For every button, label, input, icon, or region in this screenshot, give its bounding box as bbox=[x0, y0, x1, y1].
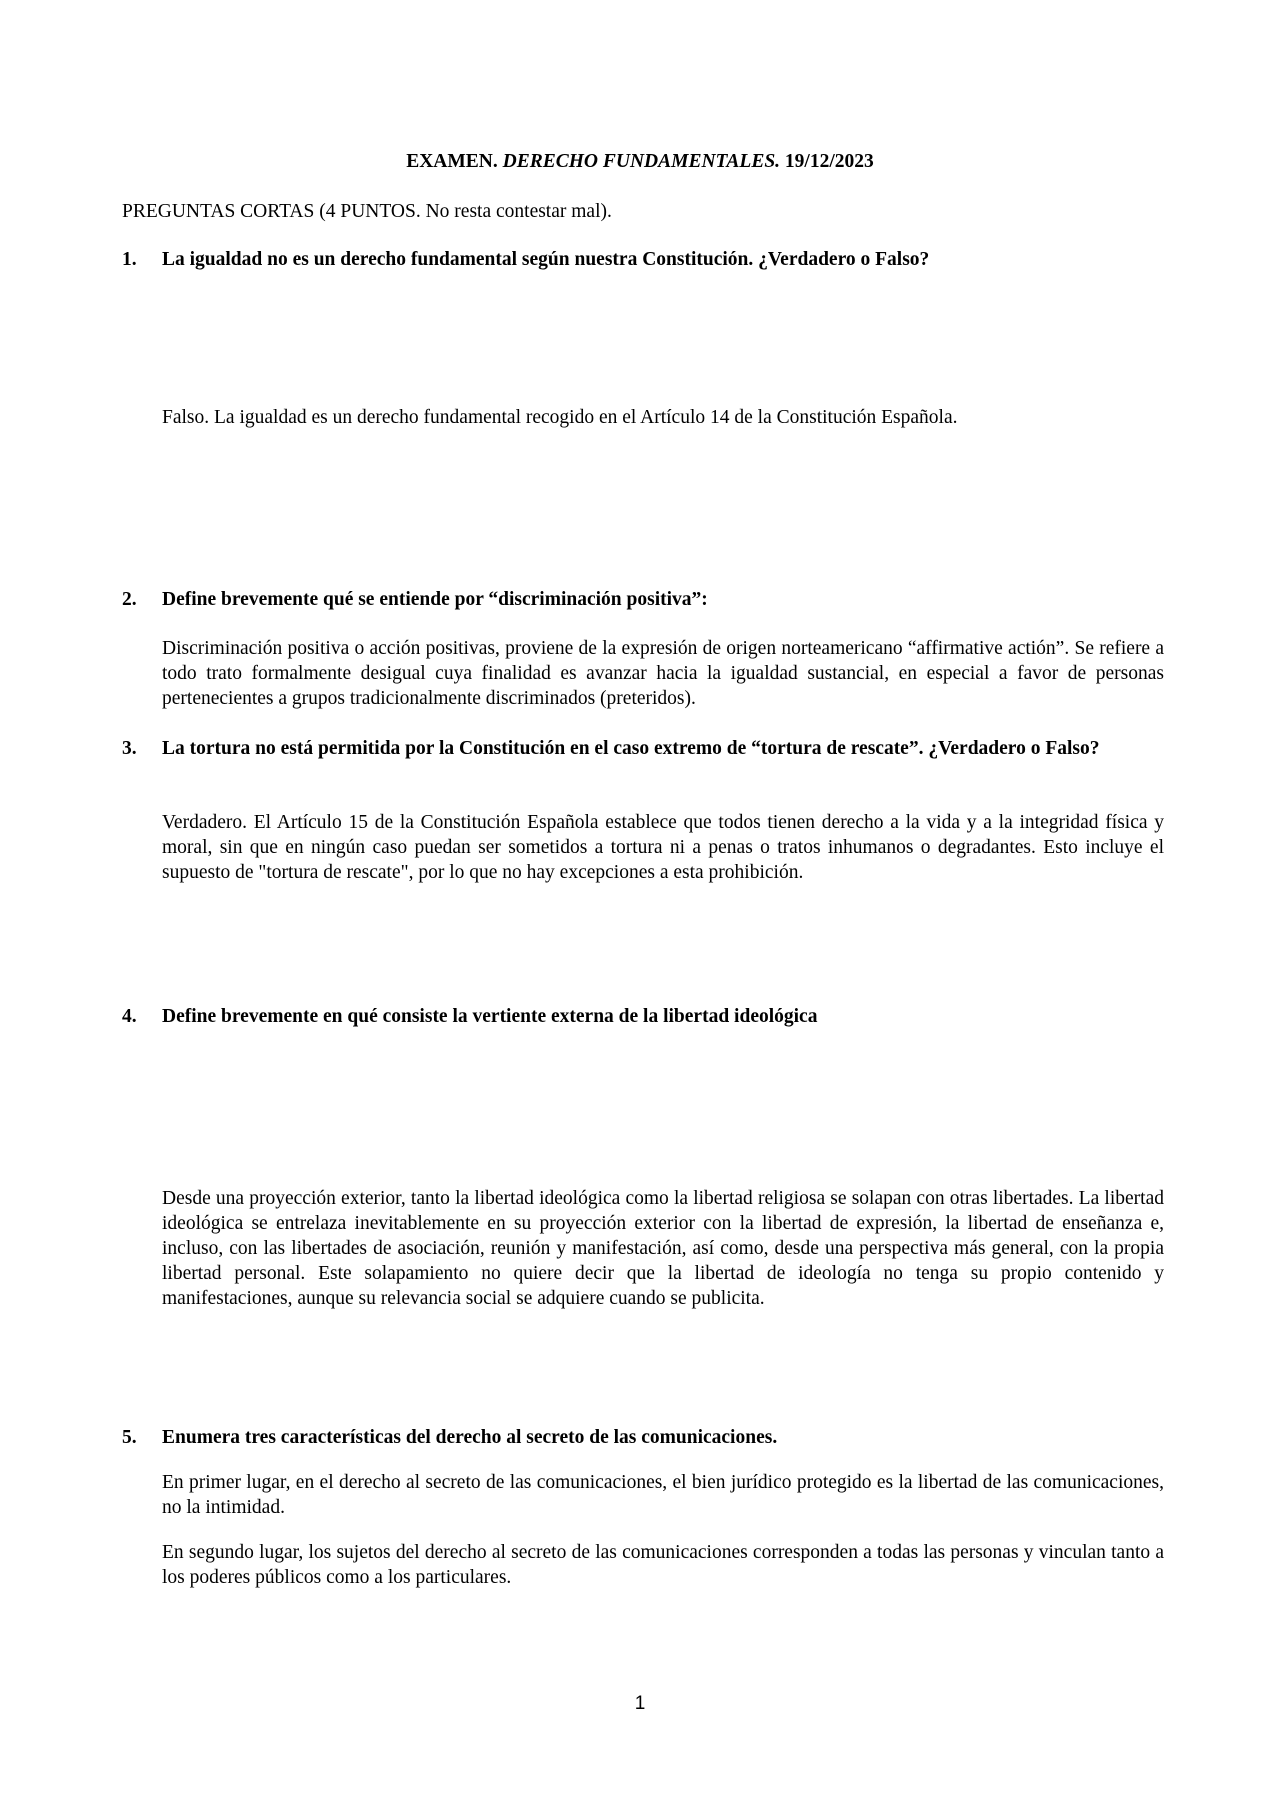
answer-4: Desde una proyección exterior, tanto la libertad ideológica como la libertad religiosa se solapan con otras libertades. La libertad ideológica se entrelaza inevitablemente en su proyección exterior con la libertad de expresión, la libertad de enseñanza e, incluso, con las libertades de asociación, reunión y manifestación, así como, desde una perspectiva más general, con la propia libertad personal. Este solapamiento no quiere decir que la libertad de ideología no tenga su propio contenido y manifestaciones, aunque su relevancia social se adquiere cuando se publicita. bbox=[162, 1188, 1164, 1309]
question-number: 5. bbox=[122, 1427, 137, 1448]
question-number: 3. bbox=[122, 738, 137, 759]
title-date: 19/12/2023 bbox=[784, 151, 874, 172]
page-number: 1 bbox=[634, 1693, 646, 1714]
answer-5-part-2: En segundo lugar, los sujetos del derecho al secreto de las comunicaciones corresponden a todas las personas y vinculan tanto a los poderes públicos como a los particulares. bbox=[162, 1542, 1164, 1588]
question-text: Enumera tres características del derecho al secreto de las comunicaciones. bbox=[162, 1427, 778, 1448]
answer-1: Falso. La igualdad es un derecho fundamental recogido en el Artículo 14 de la Constitución Española. bbox=[162, 407, 958, 428]
exam-title bbox=[0, 149, 1280, 174]
answer-3: Verdadero. El Artículo 15 de la Constitución Española establece que todos tienen derecho a la vida y a la integridad física y moral, sin que en ningún caso puedan ser sometidos a tortura ni a penas o tratos inhumanos o degradantes. Esto incluye el supuesto de "tortura de rescate", por lo que no hay excepciones a esta prohibición. bbox=[162, 812, 1164, 883]
question-text: La tortura no está permitida por la Constitución en el caso extremo de “tortura de rescate”. ¿Verdadero o Falso? bbox=[162, 738, 1100, 759]
question-5 bbox=[122, 1425, 1164, 1450]
question-2 bbox=[122, 587, 1164, 612]
title-subject: DERECHO FUNDAMENTALES. bbox=[502, 151, 781, 172]
question-1 bbox=[122, 247, 1164, 272]
answer-5-part-1: En primer lugar, en el derecho al secreto de las comunicaciones, el bien jurídico protegido es la libertad de las comunicaciones, no la intimidad. bbox=[162, 1472, 1164, 1518]
question-text: Define brevemente qué se entiende por “discriminación positiva”: bbox=[162, 589, 708, 610]
answer-2: Discriminación positiva o acción positivas, proviene de la expresión de origen norteamericano “affirmative actión”. Se refiere a todo trato formalmente desigual cuya finalidad es avanzar hacia la igualdad sustancial, en especial a favor de personas pertenecientes a grupos tradicionalmente discriminados (preteridos). bbox=[162, 638, 1164, 709]
section-heading: PREGUNTAS CORTAS (4 PUNTOS. No resta contestar mal). bbox=[122, 201, 612, 222]
question-text: Define brevemente en qué consiste la vertiente externa de la libertad ideológica bbox=[162, 1006, 818, 1027]
question-text: La igualdad no es un derecho fundamental según nuestra Constitución. ¿Verdadero o Falso? bbox=[162, 249, 930, 270]
question-4 bbox=[122, 1004, 1164, 1029]
question-3 bbox=[122, 736, 1164, 761]
question-number: 2. bbox=[122, 589, 137, 610]
question-number: 4. bbox=[122, 1006, 137, 1027]
title-prefix: EXAMEN. bbox=[406, 151, 498, 172]
question-number: 1. bbox=[122, 249, 137, 270]
